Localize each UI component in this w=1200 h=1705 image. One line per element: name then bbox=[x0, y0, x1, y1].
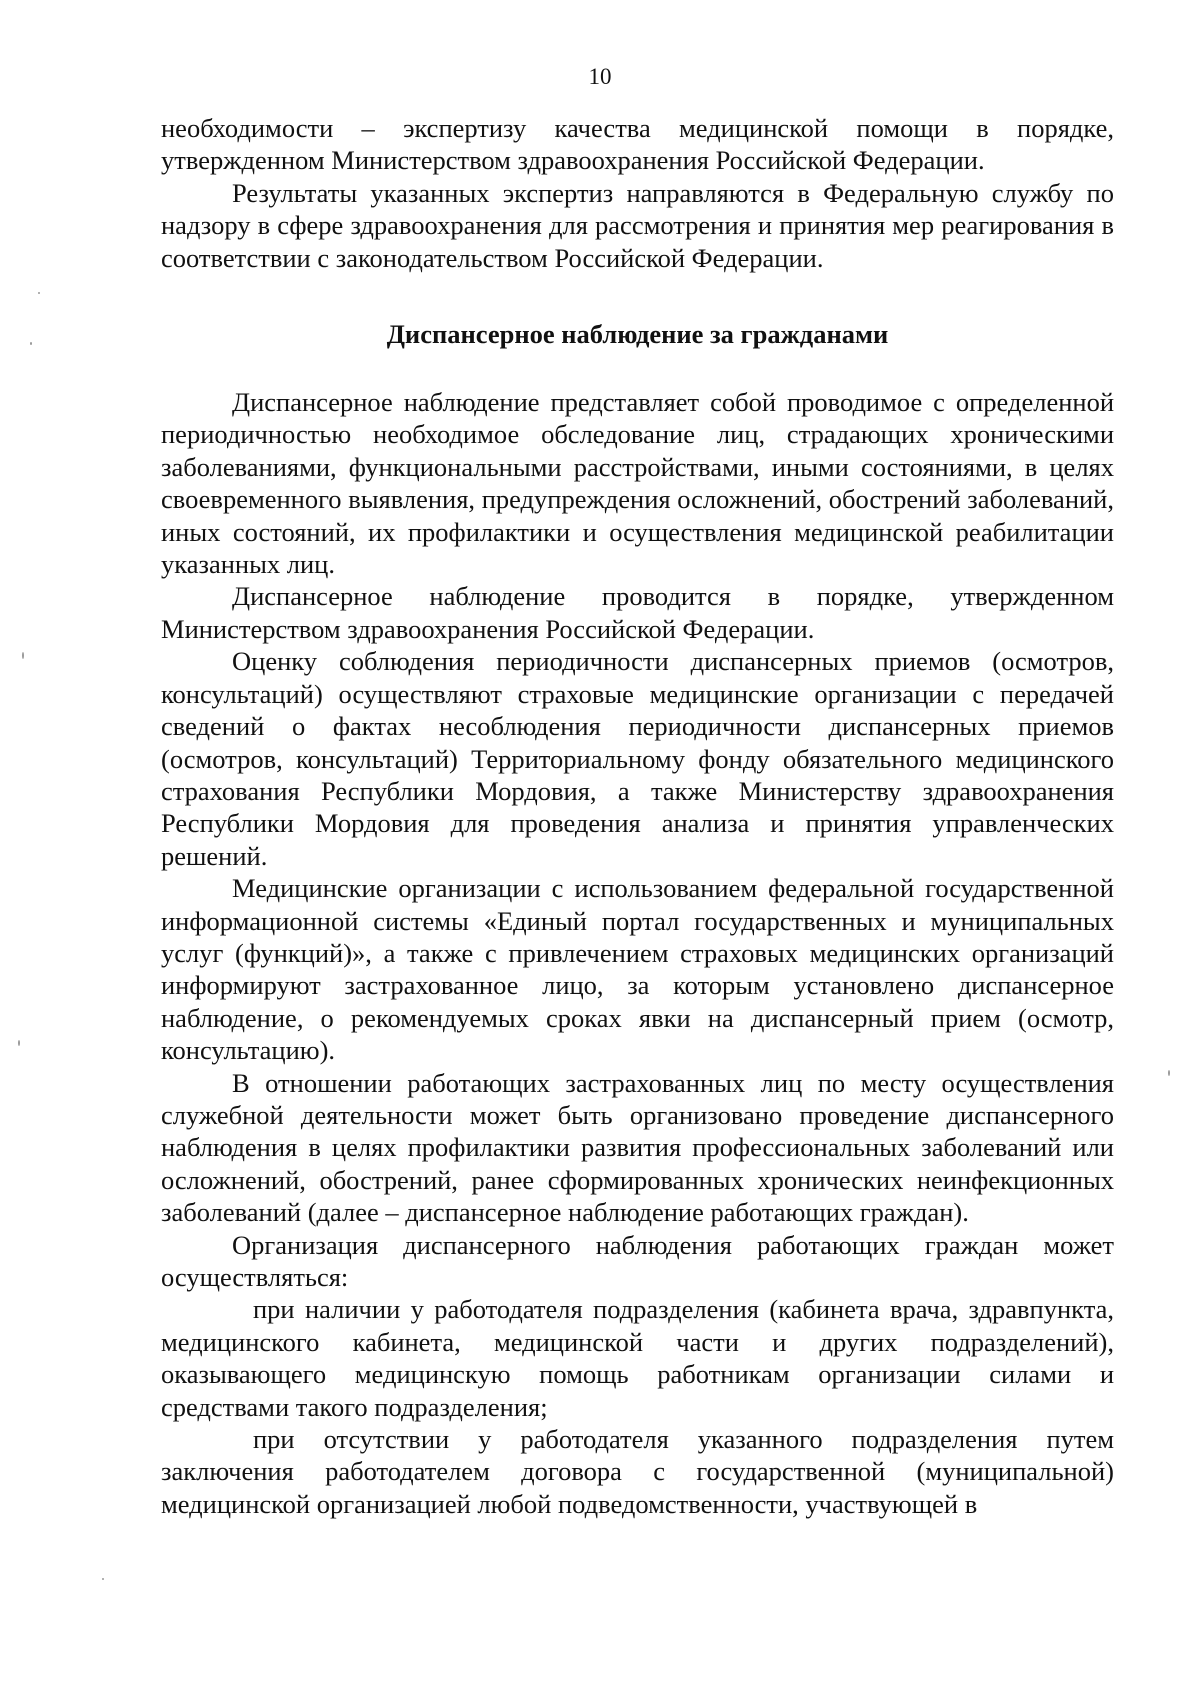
scan-speck bbox=[22, 652, 24, 659]
list-item-with-unit: при наличии у работодателя подразделения (кабинета врача, здравпункта, медицинского кабинета, медицинской части и других подразделений), оказывающего медицинскую помощь работникам организации силами и средствами такого подразделения; bbox=[161, 1294, 1114, 1422]
scan-speck bbox=[30, 342, 32, 345]
paragraph-periodicity-assessment: Оценку соблюдения периодичности диспансерных приемов (осмотров, консультаций) осуществляют страховые медицинские организации с передачей сведений о фактах несоблюдения периодичности диспансерных приемов (осмотров, консультаций) Территориальному фонду обязательного медицинского страхования Республики Мордовия, а также Министерству здравоохранения Республики Мордовия для проведения анализа и принятия управленческих решений. bbox=[161, 646, 1114, 871]
paragraph-definition: Диспансерное наблюдение представляет собой проводимое с определенной периодичностью необходимое обследование лиц, страдающих хроническими заболеваниями, функциональными расстройствами, иными состояниями, в целях своевременного выявления, предупреждения осложнений, обострений заболеваний, иных состояний, их профилактики и осуществления медицинской реабилитации указанных лиц. bbox=[161, 387, 1114, 580]
paragraph-working-persons: В отношении работающих застрахованных лиц по месту осуществления служебной деятельности может быть организовано проведение диспансерного наблюдения в целях профилактики развития профессиональных заболеваний или осложнений, обострений, ранее сформированных хронических неинфекционных заболеваний (далее – диспансерное наблюдение работающих граждан). bbox=[161, 1067, 1114, 1228]
scan-speck bbox=[38, 292, 40, 294]
scan-speck bbox=[102, 1578, 104, 1580]
list-item-without-unit: при отсутствии у работодателя указанного подразделения путем заключения работодателем договора с государственной (муниципальной) медицинской организацией любой подведомственности, участвующей в bbox=[161, 1424, 1114, 1519]
page-number: 10 bbox=[588, 64, 612, 89]
document-body bbox=[161, 112, 1114, 1520]
section-heading: Диспансерное наблюдение за гражданами bbox=[386, 319, 889, 350]
scan-speck bbox=[18, 1040, 20, 1046]
paragraph-informing: Медицинские организации с использованием федеральной государственной информационной системы «Единый портал государственных и муниципальных услуг (функций)», а также с привлечением страховых медицинских организаций информируют застрахованное лицо, за которым установлено диспансерное наблюдение, о рекомендуемых сроках явки на диспансерный прием (осмотр, консультацию). bbox=[161, 873, 1114, 1066]
paragraph-continuation: необходимости – экспертизу качества медицинской помощи в порядке, утвержденном Министерством здравоохранения Российской Федерации. bbox=[161, 113, 1114, 176]
paragraph-organization: Организация диспансерного наблюдения работающих граждан может осуществляться: bbox=[161, 1229, 1114, 1292]
paragraph-expertise-results: Результаты указанных экспертиз направляются в Федеральную службу по надзору в сфере здравоохранения для рассмотрения и принятия мер реагирования в соответствии с законодательством Российской Федерации. bbox=[161, 177, 1114, 273]
scan-speck bbox=[1168, 1070, 1170, 1076]
paragraph-procedure: Диспансерное наблюдение проводится в порядке, утвержденном Министерством здравоохранения Российской Федерации. bbox=[161, 581, 1114, 644]
